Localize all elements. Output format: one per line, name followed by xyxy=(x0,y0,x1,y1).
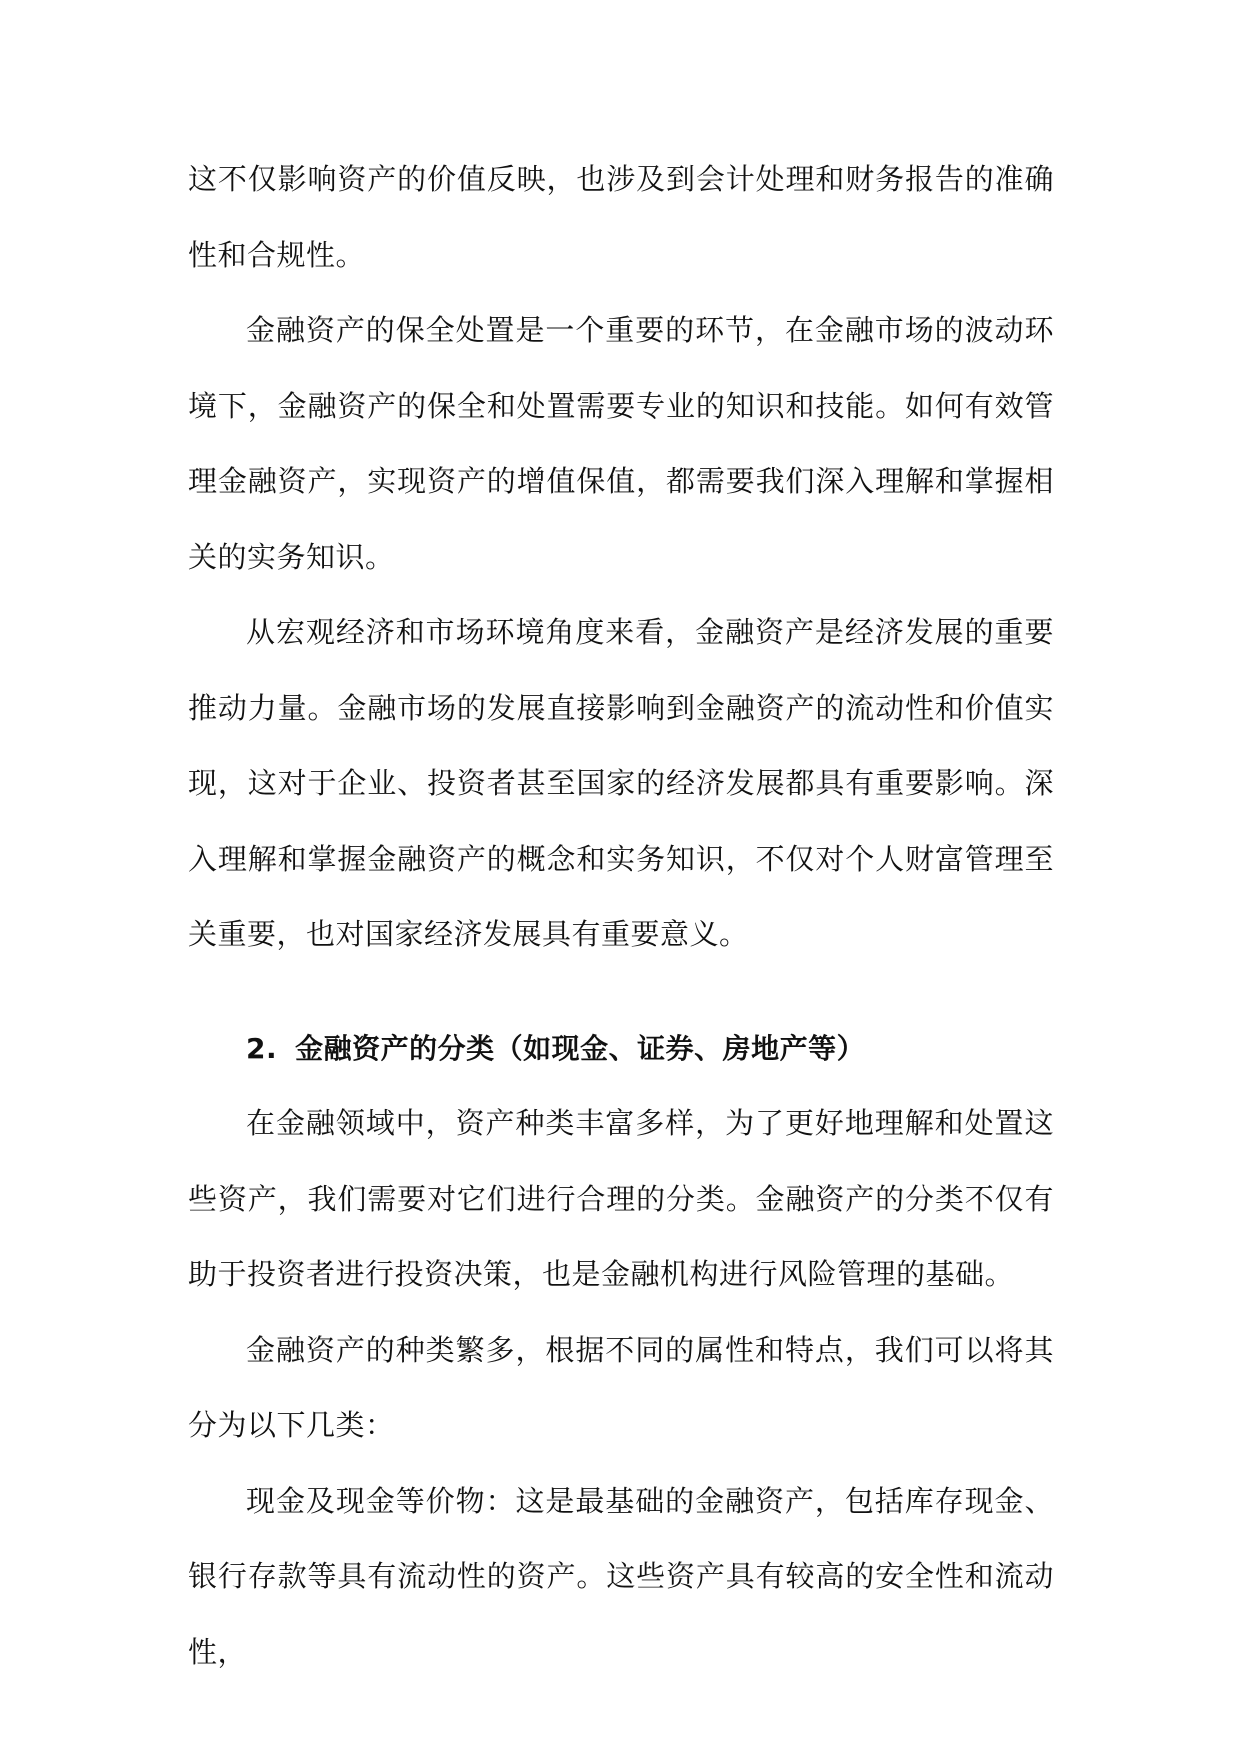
section-heading xyxy=(188,1011,1054,1087)
paragraph-continued: 这不仅影响资产的价值反映，也涉及到会计处理和财务报告的准确性和合规性。 xyxy=(188,162,1054,272)
paragraph-macro-economy: 从宏观经济和市场环境角度来看，金融资产是经济发展的重要推动力量。金融市场的发展直接影响到金融资产的流动性和价值实现，这对于企业、投资者甚至国家的经济发展都具有重要影响。深入理解和掌握金融资产的概念和实务知识，不仅对个人财富管理至关重要，也对国家经济发展具有重要意义。 xyxy=(188,615,1054,951)
section-title: 金融资产的分类（如现金、证券、房地产等） xyxy=(295,1031,866,1065)
paragraph-preservation-disposal: 金融资产的保全处置是一个重要的环节，在金融市场的波动环境下，金融资产的保全和处置需要专业的知识和技能。如何有效管理金融资产，实现资产的增值保值，都需要我们深入理解和掌握相关的实务知识。 xyxy=(188,313,1054,574)
paragraph-classification-types: 金融资产的种类繁多，根据不同的属性和特点，我们可以将其分为以下几类： xyxy=(188,1332,1054,1442)
paragraph-cash-equivalents: 现金及现金等价物：这是最基础的金融资产，包括库存现金、银行存款等具有流动性的资产。这些资产具有较高的安全性和流动性， xyxy=(188,1483,1054,1669)
document-body xyxy=(188,142,1054,1690)
paragraph-classification-intro: 在金融领域中，资产种类丰富多样，为了更好地理解和处置这些资产，我们需要对它们进行合理的分类。金融资产的分类不仅有助于投资者进行投资决策，也是金融机构进行风险管理的基础。 xyxy=(188,1106,1054,1291)
section-number: 2. xyxy=(246,1031,278,1065)
